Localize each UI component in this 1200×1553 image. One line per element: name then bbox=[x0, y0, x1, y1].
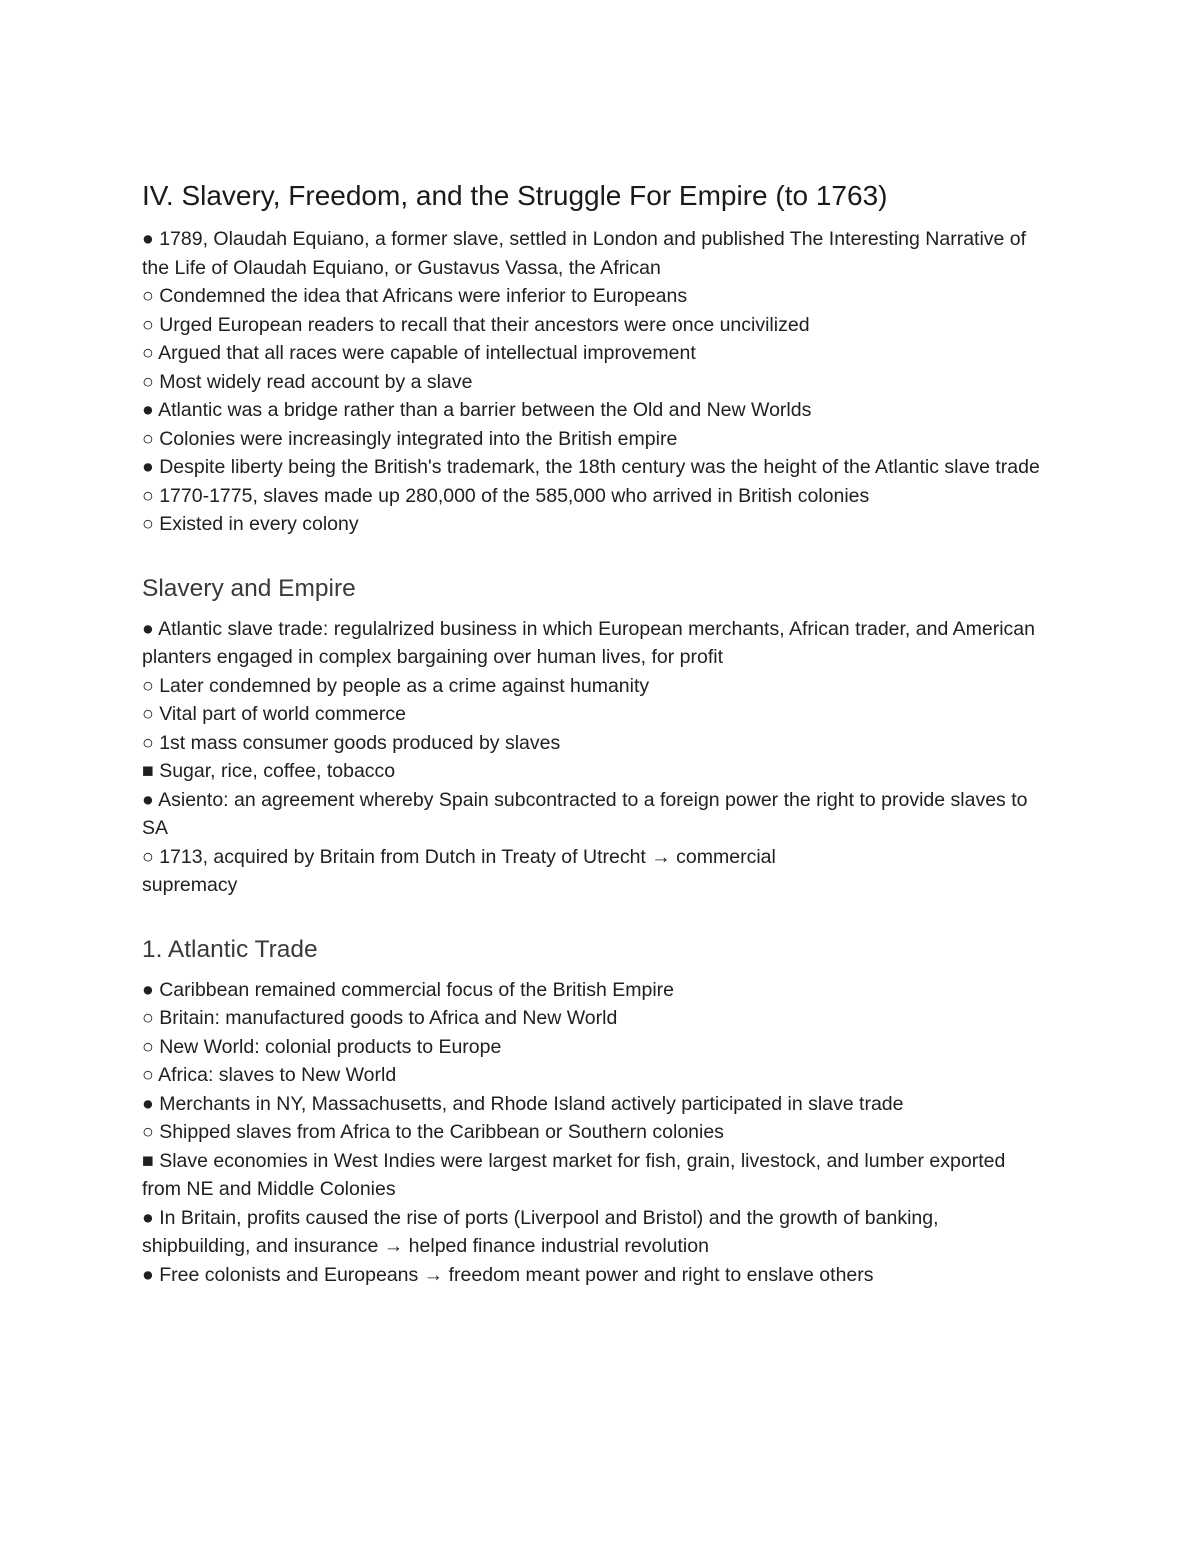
sub-bullet-line: ○ Vital part of world commerce bbox=[142, 703, 406, 725]
bullet-line: ● Atlantic was a bridge rather than a barrier between the Old and New Worlds bbox=[142, 399, 812, 421]
square-bullet-line: ■ Slave economies in West Indies were largest market for fish, grain, livestock, and lumber exported from NE and Middle Colonies bbox=[142, 1149, 1006, 1200]
sub-bullet-line: ○ 1713, acquired by Britain from Dutch in Treaty of Utrecht → commercial bbox=[142, 845, 776, 868]
section-heading: 1. Atlantic Trade bbox=[142, 935, 318, 963]
bullet-line: ● Free colonists and Europeans → freedom meant power and right to enslave others bbox=[142, 1263, 874, 1286]
document-title: IV. Slavery, Freedom, and the Struggle For Empire (to 1763) bbox=[142, 180, 888, 211]
sub-bullet-line: ○ Argued that all races were capable of intellectual improvement bbox=[142, 342, 696, 364]
bullet-line: ● Caribbean remained commercial focus of the British Empire bbox=[142, 978, 674, 1001]
bullet-line: ● Asiento: an agreement whereby Spain subcontracted to a foreign power the right to provide slaves to SA bbox=[142, 788, 1028, 839]
sub-bullet-line: ○ Africa: slaves to New World bbox=[142, 1064, 397, 1086]
bullet-line: ● Atlantic slave trade: regulalrized business in which European merchants, African trader, and American planters engaged in complex bargaining over human lives, for profit bbox=[142, 617, 1036, 668]
bullet-line: ● Merchants in NY, Massachusetts, and Rhode Island actively participated in slave trade bbox=[142, 1092, 904, 1115]
sub-bullet-line: ○ Existed in every colony bbox=[142, 513, 359, 535]
square-bullet-line: ■ Sugar, rice, coffee, tobacco bbox=[142, 760, 396, 782]
sub-bullet-line: ○ Most widely read account by a slave bbox=[142, 370, 473, 393]
sub-bullet-line: ○ Urged European readers to recall that their ancestors were once uncivilized bbox=[142, 313, 810, 336]
sub-bullet-line: ○ 1770-1775, slaves made up 280,000 of the 585,000 who arrived in British colonies bbox=[142, 484, 870, 507]
sub-bullet-line: ○ New World: colonial products to Europe bbox=[142, 1035, 502, 1058]
bullet-line: ● 1789, Olaudah Equiano, a former slave, settled in London and published The Interesting Narrative of the Life of Olaudah Equiano, or Gustavus Vassa, the African bbox=[142, 228, 1027, 279]
document-page bbox=[142, 178, 1042, 1289]
sub-bullet-line: ○ Shipped slaves from Africa to the Caribbean or Southern colonies bbox=[142, 1121, 724, 1143]
sub-bullet-line: ○ Condemned the idea that Africans were inferior to Europeans bbox=[142, 285, 688, 307]
intro-section bbox=[142, 178, 1042, 539]
bullet-line: ● Despite liberty being the British's trademark, the 18th century was the height of the Atlantic slave trade bbox=[142, 456, 1040, 478]
sub-bullet-line: ○ 1st mass consumer goods produced by slaves bbox=[142, 731, 561, 754]
sub-bullet-line: ○ Colonies were increasingly integrated into the British empire bbox=[142, 427, 678, 450]
slavery-and-empire-section bbox=[142, 573, 1042, 900]
bullet-line: ● In Britain, profits caused the rise of ports (Liverpool and Bristol) and the growth of banking, shipbuilding, and insurance → helped finance industrial revolution bbox=[142, 1206, 939, 1257]
atlantic-trade-section bbox=[142, 934, 1042, 1290]
section-heading: Slavery and Empire bbox=[142, 574, 356, 602]
continuation-line: supremacy bbox=[142, 874, 238, 896]
sub-bullet-line: ○ Later condemned by people as a crime against humanity bbox=[142, 674, 650, 697]
sub-bullet-line: ○ Britain: manufactured goods to Africa and New World bbox=[142, 1007, 618, 1029]
